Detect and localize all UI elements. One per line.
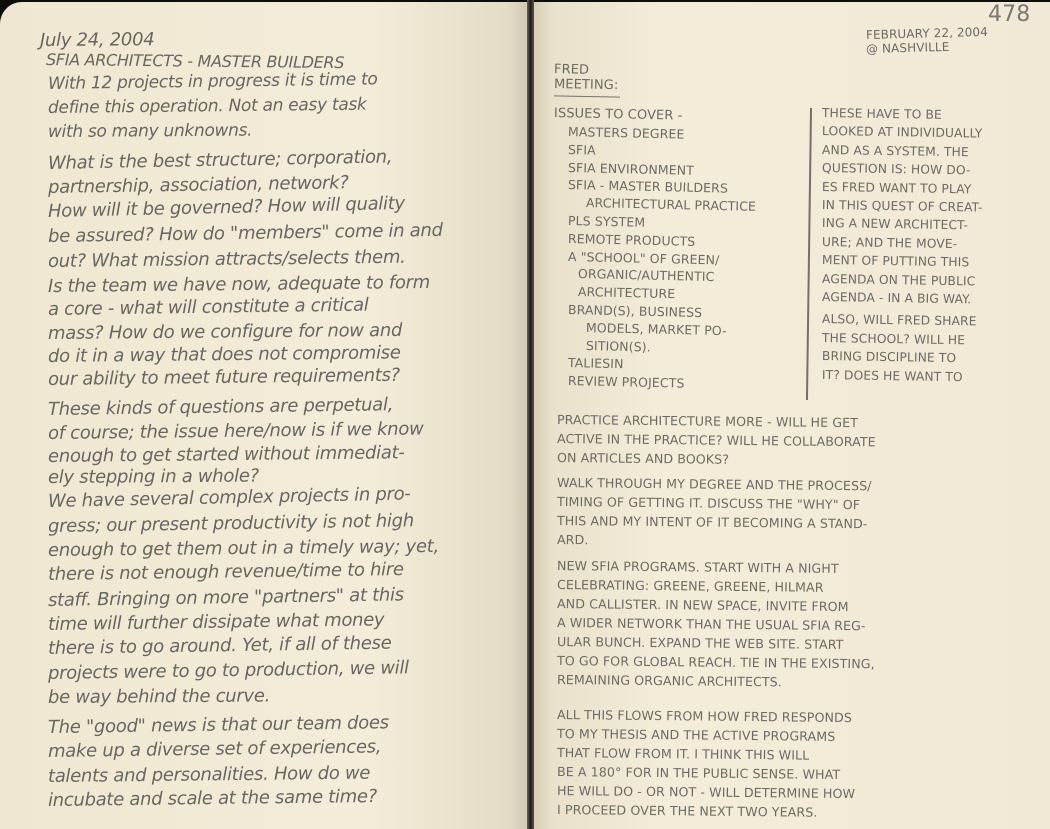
left-page-line: partnership, association, network? bbox=[47, 172, 349, 198]
left-page-line: gress; our present productivity is not high bbox=[47, 510, 415, 537]
issue-item: ARCHITECTURAL PRACTICE bbox=[585, 195, 757, 215]
right-page-line: ON ARTICLES AND BOOKS? bbox=[556, 450, 730, 467]
side-note-line: BRING DISCIPLINE TO bbox=[821, 349, 957, 366]
left-page-line: there is to go around. Yet, if all of these bbox=[47, 632, 392, 659]
issue-item: ARCHITECTURE bbox=[577, 284, 676, 302]
right-page-line: NEW SFIA PROGRAMS. START WITH A NIGHT bbox=[556, 558, 839, 576]
issue-item: A "SCHOOL" OF GREEN/ bbox=[567, 248, 720, 268]
left-page-line: with so many unknowns. bbox=[47, 120, 253, 142]
right-page-line: HE WILL DO - OR NOT - WILL DETERMINE HOW bbox=[556, 783, 856, 802]
left-page-line: be way behind the curve. bbox=[47, 685, 271, 708]
issue-item: PLS SYSTEM bbox=[567, 213, 646, 230]
right-page-location: @ NASHVILLE bbox=[865, 39, 950, 56]
right-page-line: A WIDER NETWORK THAN THE USUAL SFIA REG- bbox=[556, 615, 866, 634]
left-page-line: How will it be governed? How will quality bbox=[47, 192, 406, 222]
left-page-line: enough to get started without immediat- bbox=[47, 442, 405, 467]
page-number: 478 bbox=[988, 2, 1031, 27]
left-page-line: incubate and scale at the same time? bbox=[47, 785, 378, 811]
left-page-line: We have several complex projects in pro- bbox=[47, 483, 411, 512]
left-page-line: What is the best structure; corporation, bbox=[47, 146, 393, 174]
side-note-line: ES FRED WANT TO PLAY bbox=[821, 179, 972, 196]
right-page-line: ARD. bbox=[556, 532, 589, 548]
right-page-line: THIS AND MY INTENT OF IT BECOMING A STAND- bbox=[556, 513, 868, 532]
right-page-line: REMAINING ORGANIC ARCHITECTS. bbox=[556, 672, 783, 690]
meeting-title-line-1: FRED bbox=[553, 62, 590, 78]
issues-heading: ISSUES TO COVER - bbox=[553, 106, 683, 124]
side-note-line: AND AS A SYSTEM. THE bbox=[821, 142, 969, 160]
left-page-line: out? What mission attracts/selects them. bbox=[47, 246, 406, 272]
issue-item: SFIA ENVIRONMENT bbox=[567, 159, 695, 178]
left-page-line: Is the team we have now, adequate to form bbox=[47, 272, 431, 297]
left-page-line: mass? How do we configure for now and bbox=[47, 319, 403, 344]
left-page-line: be assured? How do "members" come in and bbox=[47, 219, 443, 247]
issue-item: ORGANIC/AUTHENTIC bbox=[577, 266, 715, 285]
right-page-line: WALK THROUGH MY DEGREE AND THE PROCESS/ bbox=[556, 475, 872, 494]
left-page-line: projects were to go to production, we will bbox=[47, 657, 409, 684]
issue-item: SFIA bbox=[567, 141, 596, 158]
issue-item: BRAND(S), BUSINESS bbox=[567, 302, 703, 321]
side-note-line: ALSO, WILL FRED SHARE bbox=[821, 312, 977, 329]
issue-item: TALIESIN bbox=[567, 355, 624, 372]
left-page-date: July 24, 2004 bbox=[39, 29, 155, 51]
issue-item: MODELS, MARKET PO- bbox=[585, 319, 727, 338]
left-page-line: These kinds of questions are perpetual, bbox=[47, 394, 394, 420]
side-note-line: IN THIS QUEST OF CREAT- bbox=[821, 198, 983, 215]
right-page-line: AND CALLISTER. IN NEW SPACE, INVITE FROM bbox=[556, 596, 849, 615]
side-note-line: AGENDA ON THE PUBLIC bbox=[821, 271, 976, 289]
left-page-line: time will further dissipate what money bbox=[47, 609, 385, 635]
right-page-line: CELEBRATING: GREENE, GREENE, HILMAR bbox=[556, 577, 824, 595]
right-page-date: FEBRUARY 22, 2004 bbox=[865, 24, 989, 42]
side-note-line: THESE HAVE TO BE bbox=[821, 106, 942, 122]
left-page-line: do it in a way that does not compromise bbox=[47, 342, 401, 367]
left-page-line: make up a diverse set of experiences, bbox=[47, 736, 382, 762]
right-page-line: PRACTICE ARCHITECTURE MORE - WILL HE GET bbox=[556, 412, 859, 431]
meeting-title-line-2: MEETING: bbox=[553, 77, 619, 94]
right-page-line: BE A 180° FOR IN THE PUBLIC SENSE. WHAT bbox=[556, 764, 841, 782]
issue-item: REVIEW PROJECTS bbox=[567, 373, 685, 391]
left-page-line: staff. Bringing on more "partners" at this bbox=[47, 584, 404, 611]
right-page-line: TO GO FOR GLOBAL REACH. TIE IN THE EXISTING, bbox=[556, 653, 875, 672]
side-note-line: QUESTION IS: HOW DO- bbox=[821, 161, 971, 178]
issue-item: SITION(S). bbox=[585, 337, 651, 355]
right-page-line: TIMING OF GETTING IT. DISCUSS THE "WHY" OF bbox=[556, 494, 861, 513]
left-page-line: there is not enough revenue/time to hire bbox=[47, 559, 404, 585]
left-page-line: With 12 projects in progress it is time to bbox=[47, 69, 378, 94]
side-note-line: IT? DOES HE WANT TO bbox=[821, 367, 963, 384]
side-note-line: URE; AND THE MOVE- bbox=[821, 234, 958, 251]
right-page-line: ACTIVE IN THE PRACTICE? WILL HE COLLABORATE bbox=[556, 431, 876, 450]
right-page-line: THAT FLOW FROM IT. I THINK THIS WILL bbox=[556, 745, 810, 763]
left-page-line: define this operation. Not an easy task bbox=[47, 94, 367, 118]
left-page-line: SFIA ARCHITECTS - MASTER BUILDERS bbox=[45, 50, 345, 73]
left-page-line: The "good" news is that our team does bbox=[47, 712, 389, 738]
issue-item: SFIA - MASTER BUILDERS bbox=[567, 177, 729, 197]
left-page-line: enough to get them out in a timely way; yet, bbox=[47, 535, 440, 561]
left-page-line: of course; the issue here/now is if we know bbox=[47, 418, 424, 444]
left-page-line: talents and personalities. How do we bbox=[47, 762, 371, 787]
side-note-line: LOOKED AT INDIVIDUALLY bbox=[821, 124, 983, 141]
issue-item: MASTERS DEGREE bbox=[567, 124, 685, 142]
side-note-line: AGENDA - IN A BIG WAY. bbox=[821, 290, 972, 307]
side-note-line: THE SCHOOL? WILL HE bbox=[821, 330, 966, 348]
right-page-line: ALL THIS FLOWS FROM HOW FRED RESPONDS bbox=[556, 707, 853, 726]
right-page-line: TO MY THESIS AND THE ACTIVE PROGRAMS bbox=[556, 726, 836, 744]
issue-item: REMOTE PRODUCTS bbox=[567, 230, 696, 249]
side-note-line: ING A NEW ARCHITECT- bbox=[821, 216, 969, 233]
right-page-line: I PROCEED OVER THE NEXT TWO YEARS. bbox=[556, 802, 818, 820]
right-page-line: ULAR BUNCH. EXPAND THE WEB SITE. START bbox=[556, 634, 844, 653]
notebook-gutter bbox=[527, 0, 534, 829]
left-page-line: our ability to meet future requirements? bbox=[47, 364, 400, 390]
left-page-line: ely stepping in a whole? bbox=[47, 465, 259, 488]
left-page-line: a core - what will constitute a critical bbox=[47, 294, 369, 320]
side-note-line: MENT OF PUTTING THIS bbox=[821, 253, 970, 270]
